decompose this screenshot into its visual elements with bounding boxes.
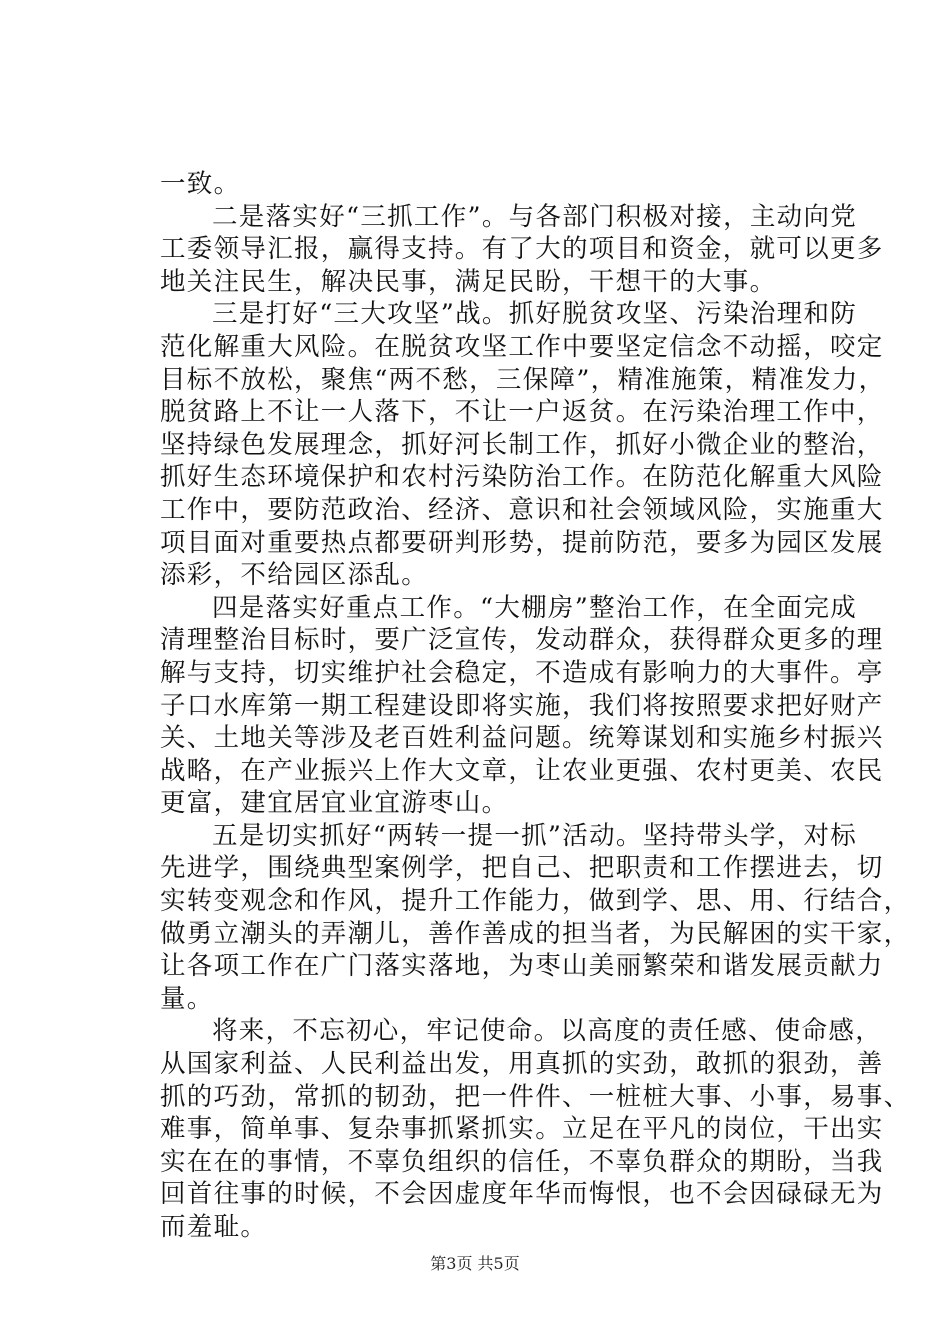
text-line: 抓好生态环境保护和农村污染防治工作。在防范化解重大风险 xyxy=(160,462,884,493)
text-line: 量。 xyxy=(160,983,214,1014)
text-line: 难事，简单事、复杂事抓紧抓实。立足在平凡的岗位，干出实 xyxy=(160,1114,884,1145)
text-line: 脱贫路上不让一人落下，不让一户返贫。在污染治理工作中， xyxy=(160,397,884,428)
text-line: 子口水库第一期工程建设即将实施，我们将按照要求把好财产 xyxy=(160,690,884,721)
text-line: 二是落实好“三抓工作”。与各部门积极对接，主动向党 xyxy=(212,201,858,232)
text-line: 将来，不忘初心，牢记使命。以高度的责任感、使命感， xyxy=(212,1016,883,1047)
text-line: 地关注民生，解决民事，满足民盼，干想干的大事。 xyxy=(160,266,777,297)
text-line: 先进学，围绕典型案例学，把自己、把职责和工作摆进去，切 xyxy=(160,853,884,884)
text-line: 而羞耻。 xyxy=(160,1212,268,1242)
text-line: 四是落实好重点工作。“大棚房”整治工作，在全面完成 xyxy=(212,592,858,623)
text-line: 实在在的事情，不辜负组织的信任，不辜负群众的期盼，当我 xyxy=(160,1146,884,1177)
text-line: 回首往事的时候，不会因虚度年华而悔恨，也不会因碌碌无为 xyxy=(160,1179,884,1210)
text-line: 做勇立潮头的弄潮儿，善作善成的担当者，为民解困的实干家， xyxy=(160,918,911,949)
text-line: 清理整治目标时，要广泛宣传，发动群众，获得群众更多的理 xyxy=(160,625,884,656)
page-footer: 第3页 共5页 xyxy=(430,1254,520,1273)
text-line: 抓的巧劲，常抓的韧劲，把一件件、一桩桩大事、小事，易事、 xyxy=(160,1081,911,1112)
text-line: 关、土地关等涉及老百姓利益问题。统筹谋划和实施乡村振兴 xyxy=(160,723,884,754)
text-line: 目标不放松，聚焦“两不愁，三保障”，精准施策，精准发力， xyxy=(160,364,886,395)
text-line: 项目面对重要热点都要研判形势，提前防范，要多为园区发展 xyxy=(160,527,884,558)
text-line: 范化解重大风险。在脱贫攻坚工作中要坚定信念不动摇，咬定 xyxy=(160,331,884,362)
text-line: 五是切实抓好“两转一提一抓”活动。坚持带头学，对标 xyxy=(212,820,858,851)
text-line: 解与支持，切实维护社会稳定，不造成有影响力的大事件。亭 xyxy=(160,657,884,688)
text-line: 一致。 xyxy=(160,169,241,199)
text-line: 战略，在产业振兴上作大文章，让农业更强、农村更美、农民 xyxy=(160,755,884,786)
document-body xyxy=(160,168,911,1244)
text-line: 从国家利益、人民利益出发，用真抓的实劲，敢抓的狠劲，善 xyxy=(160,1049,884,1080)
text-line: 工委领导汇报，赢得支持。有了大的项目和资金，就可以更多 xyxy=(160,234,884,265)
text-line: 添彩，不给园区添乱。 xyxy=(160,560,429,591)
text-line: 三是打好“三大攻坚”战。抓好脱贫攻坚、污染治理和防 xyxy=(212,299,858,330)
text-line: 工作中，要防范政治、经济、意识和社会领域风险，实施重大 xyxy=(160,494,884,525)
text-line: 坚持绿色发展理念，抓好河长制工作，抓好小微企业的整治， xyxy=(160,429,884,460)
text-line: 更富，建宜居宜业宜游枣山。 xyxy=(160,788,509,819)
text-line: 实转变观念和作风，提升工作能力，做到学、思、用、行结合， xyxy=(160,886,911,917)
text-line: 让各项工作在广门落实落地，为枣山美丽繁荣和谐发展贡献力 xyxy=(160,951,884,982)
